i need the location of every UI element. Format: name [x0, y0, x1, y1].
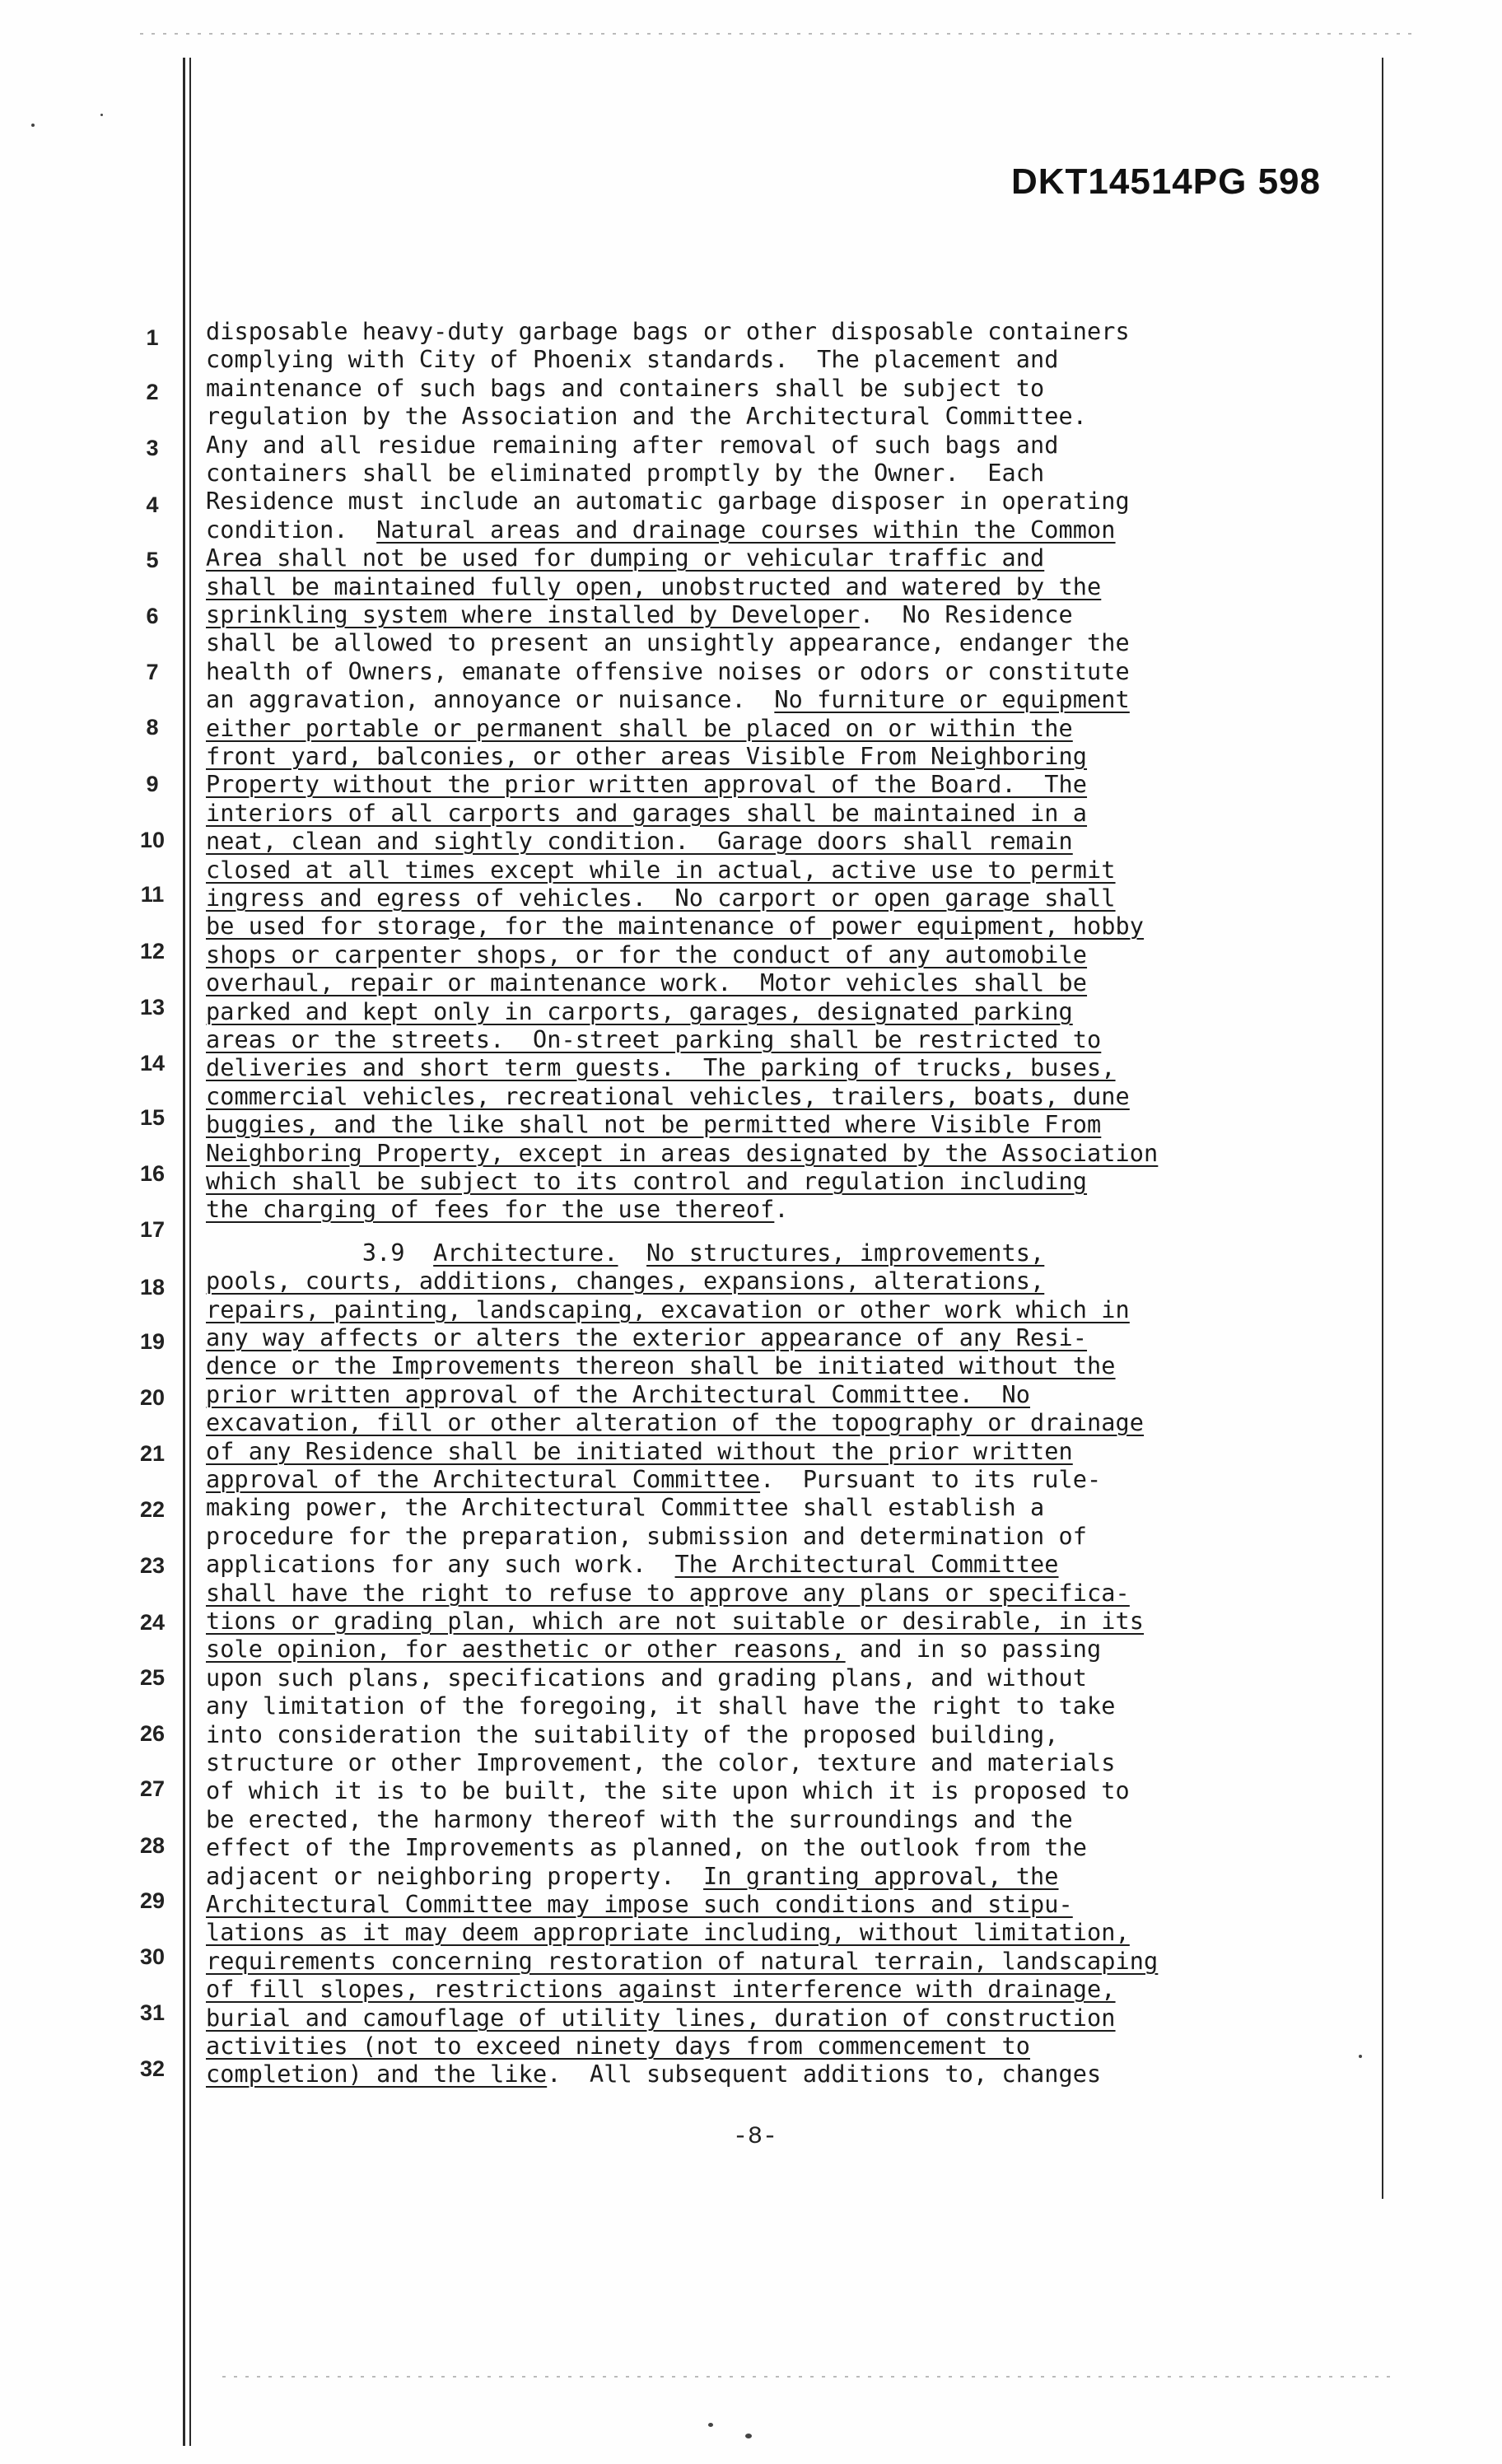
text-line — [206, 432, 1059, 460]
underlined-text: Area shall not be used for dumping or vehicular traffic and — [206, 544, 1045, 572]
text-line — [206, 856, 1116, 884]
line-number: 23 — [139, 1553, 166, 1578]
text-line — [206, 1466, 1101, 1494]
text-segment: procedure for the preparation, submission and determination of — [206, 1523, 1088, 1550]
page-number: -8- — [733, 2123, 778, 2151]
underlined-text: approval of the Architectural Committee — [206, 1466, 761, 1493]
underlined-text: closed at all times except while in actual, active use to permit — [206, 856, 1116, 884]
text-line — [206, 1834, 1087, 1862]
text-line — [206, 573, 1101, 601]
text-line — [206, 1083, 1130, 1111]
underlined-text: of fill slopes, restrictions against interference with drainage, — [206, 1976, 1116, 2003]
text-line — [206, 1494, 1044, 1522]
text-line — [206, 715, 1073, 743]
text-line — [206, 969, 1087, 997]
line-number: 31 — [139, 2000, 166, 2025]
text-line — [206, 1863, 1059, 1891]
underlined-text: which shall be subject to its control and regulation including — [206, 1168, 1088, 1195]
underlined-text: burial and camouflage of utility lines, duration of construction — [206, 2004, 1116, 2032]
line-number: 27 — [139, 1776, 166, 1801]
underlined-text: pools, courts, additions, changes, expansions, alterations, — [206, 1267, 1045, 1295]
text-line — [206, 1749, 1116, 1777]
text-line — [206, 1721, 1059, 1749]
line-number: 8 — [146, 715, 159, 740]
text-segment: be erected, the harmony thereof with the surroundings and the — [206, 1806, 1073, 1833]
text-line — [206, 1551, 1059, 1579]
text-segment: structure or other Improvement, the color, texture and materials — [206, 1749, 1116, 1776]
underlined-text: Architecture. — [433, 1239, 618, 1267]
text-segment: . Pursuant to its rule- — [760, 1466, 1102, 1493]
text-line — [206, 1296, 1130, 1324]
line-number: 24 — [139, 1610, 166, 1635]
scan-speck — [31, 124, 35, 127]
line-number: 17 — [139, 1217, 166, 1242]
underlined-text: Natural areas and drainage courses within the Common — [376, 516, 1116, 544]
text-line — [206, 601, 1073, 629]
text-line — [206, 1919, 1130, 1947]
scan-speck — [745, 2434, 752, 2438]
line-number: 21 — [139, 1441, 166, 1466]
text-line — [206, 1026, 1101, 1054]
text-line — [206, 1111, 1101, 1139]
text-segment: Any and all residue remaining after removal of such bags and — [206, 432, 1059, 459]
line-number: 14 — [139, 1051, 166, 1076]
line-number: 2 — [146, 380, 159, 404]
text-line — [206, 800, 1087, 828]
text-line — [206, 403, 1087, 431]
text-line — [206, 375, 1044, 403]
underlined-text: Neighboring Property, except in areas designated by the Association — [206, 1140, 1159, 1167]
text-line — [206, 1806, 1073, 1834]
underlined-text: dence or the Improvements thereon shall be initiated without the — [206, 1352, 1116, 1379]
text-segment: health of Owners, emanate offensive noises or odors or constitute — [206, 658, 1130, 685]
text-segment: shall be allowed to present an unsightly appearance, endanger the — [206, 629, 1130, 656]
underlined-text: interiors of all carports and garages shall be maintained in a — [206, 800, 1088, 827]
text-line — [206, 1777, 1130, 1805]
text-segment: of which it is to be built, the site upon which it is proposed to — [206, 1777, 1130, 1804]
text-segment: condition. — [206, 516, 377, 544]
text-line — [206, 828, 1073, 856]
text-line — [206, 771, 1087, 799]
underlined-text: overhaul, repair or maintenance work. Motor vehicles shall be — [206, 969, 1088, 996]
underlined-text: completion) and the like — [206, 2060, 548, 2088]
text-line — [206, 1608, 1144, 1636]
text-segment: regulation by the Association and the Architectural Committee. — [206, 403, 1088, 430]
text-line — [206, 2060, 1101, 2088]
underlined-text: In granting approval, the — [703, 1863, 1059, 1890]
text-line — [206, 1196, 789, 1224]
text-line — [206, 544, 1044, 572]
line-number: 10 — [139, 828, 166, 852]
underlined-text: Property without the prior written approval of the Board. The — [206, 771, 1088, 798]
text-line — [206, 1381, 1030, 1409]
scan-speck — [708, 2423, 713, 2427]
text-segment: upon such plans, specifications and grading plans, and without — [206, 1664, 1088, 1692]
text-line — [206, 2032, 1030, 2060]
text-line — [206, 658, 1130, 686]
text-line — [206, 1438, 1073, 1466]
underlined-text: No furniture or equipment — [774, 686, 1130, 713]
line-number: 30 — [139, 1944, 166, 1969]
line-number: 20 — [139, 1385, 166, 1410]
underlined-text: any way affects or alters the exterior appearance of any Resi- — [206, 1324, 1088, 1351]
scan-speck — [1359, 2055, 1362, 2058]
scan-speck — [100, 114, 103, 116]
text-line — [206, 460, 1044, 488]
text-segment: into consideration the suitability of the proposed building, — [206, 1721, 1059, 1748]
underlined-text: Architectural Committee may impose such conditions and stipu- — [206, 1891, 1073, 1918]
line-number: 13 — [139, 995, 166, 1020]
text-line — [206, 1948, 1158, 1976]
text-line — [206, 1140, 1158, 1168]
text-segment: . — [774, 1196, 789, 1223]
underlined-text: parked and kept only in carports, garages, designated parking — [206, 998, 1073, 1025]
line-number: 4 — [146, 492, 159, 517]
text-line — [206, 1267, 1044, 1295]
underlined-text: sprinkling system where installed by Developer — [206, 601, 860, 628]
underlined-text: shall be maintained fully open, unobstructed and watered by the — [206, 573, 1102, 600]
text-segment: making power, the Architectural Committee shall establish a — [206, 1494, 1045, 1521]
text-segment: an aggravation, annoyance or nuisance. — [206, 686, 775, 713]
text-segment — [618, 1239, 647, 1267]
text-segment: Residence must include an automatic garbage disposer in operating — [206, 488, 1130, 515]
text-segment: 3.9 — [206, 1239, 434, 1267]
underlined-text: either portable or permanent shall be placed on or within the — [206, 715, 1073, 742]
line-number: 29 — [139, 1888, 166, 1913]
line-number: 1 — [146, 325, 159, 350]
text-segment: containers shall be eliminated promptly by the Owner. Each — [206, 460, 1045, 487]
line-number: 15 — [139, 1105, 166, 1130]
text-line — [206, 1580, 1130, 1608]
line-number: 18 — [139, 1275, 166, 1300]
text-line — [206, 2004, 1116, 2032]
underlined-text: ingress and egress of vehicles. No carport or open garage shall — [206, 884, 1116, 912]
underlined-text: lations as it may deem appropriate including, without limitation, — [206, 1919, 1130, 1946]
text-segment: complying with City of Phoenix standards. The placement and — [206, 346, 1059, 373]
text-line — [206, 912, 1144, 940]
line-number: 26 — [139, 1721, 166, 1746]
line-number: 6 — [146, 604, 159, 628]
text-segment: . All subsequent additions to, changes — [547, 2060, 1102, 2088]
underlined-text: be used for storage, for the maintenance of power equipment, hobby — [206, 912, 1145, 940]
underlined-text: prior written approval of the Architectural Committee. No — [206, 1381, 1030, 1408]
line-number: 9 — [146, 772, 159, 796]
line-number: 12 — [139, 939, 166, 964]
underlined-text: requirements concerning restoration of natural terrain, landscaping — [206, 1948, 1159, 1975]
text-line — [206, 941, 1087, 969]
underlined-text: neat, clean and sightly condition. Garage doors shall remain — [206, 828, 1073, 855]
underlined-text: activities (not to exceed ninety days from commencement to — [206, 2032, 1030, 2060]
line-number: 25 — [139, 1665, 166, 1690]
underlined-text: front yard, balconies, or other areas Visible From Neighboring — [206, 743, 1088, 770]
underlined-text: The Architectural Committee — [674, 1551, 1059, 1578]
line-number: 32 — [139, 2056, 166, 2081]
scan-artifact-bottom — [222, 2376, 1392, 2378]
line-number: 16 — [139, 1161, 166, 1186]
text-segment: applications for any such work. — [206, 1551, 675, 1578]
line-number: 11 — [140, 882, 165, 907]
text-line — [206, 346, 1059, 374]
text-line — [206, 1054, 1116, 1082]
text-segment: any limitation of the foregoing, it shall have the right to take — [206, 1692, 1116, 1720]
underlined-text: No structures, improvements, — [646, 1239, 1045, 1267]
underlined-text: repairs, painting, landscaping, excavation or other work which in — [206, 1296, 1130, 1323]
text-line — [206, 884, 1116, 912]
left-margin-rule — [183, 58, 185, 2446]
text-line — [206, 743, 1087, 771]
underlined-text: excavation, fill or other alteration of the topography or drainage — [206, 1409, 1145, 1436]
text-segment: maintenance of such bags and containers shall be subject to — [206, 375, 1045, 402]
scan-artifact-top — [140, 33, 1416, 35]
text-line — [206, 998, 1073, 1026]
line-number: 3 — [146, 436, 159, 460]
text-line — [206, 629, 1130, 657]
underlined-text: commercial vehicles, recreational vehicles, trailers, boats, dune — [206, 1083, 1130, 1110]
underlined-text: shall have the right to refuse to approve any plans or specifica- — [206, 1580, 1130, 1607]
text-segment: disposable heavy-duty garbage bags or other disposable containers — [206, 318, 1130, 345]
text-line — [206, 1976, 1116, 2004]
underlined-text: sole opinion, for aesthetic or other reasons, — [206, 1636, 846, 1663]
text-line — [206, 488, 1130, 516]
text-line — [206, 1891, 1073, 1919]
text-line — [206, 516, 1116, 544]
text-line — [206, 1324, 1087, 1352]
line-number: 28 — [139, 1833, 166, 1858]
text-segment: adjacent or neighboring property. — [206, 1863, 704, 1890]
line-number: 19 — [139, 1329, 166, 1354]
line-number: 5 — [146, 548, 159, 572]
underlined-text: areas or the streets. On-street parking shall be restricted to — [206, 1026, 1102, 1053]
text-line — [206, 1664, 1087, 1692]
text-line — [206, 1523, 1087, 1551]
text-line — [206, 686, 1130, 714]
underlined-text: of any Residence shall be initiated without the prior written — [206, 1438, 1073, 1465]
text-line — [206, 318, 1130, 346]
text-line — [206, 1692, 1116, 1720]
underlined-text: buggies, and the like shall not be permitted where Visible From — [206, 1111, 1102, 1138]
underlined-text: deliveries and short term guests. The parking of trucks, buses, — [206, 1054, 1116, 1081]
underlined-text: the charging of fees for the use thereof — [206, 1196, 775, 1223]
text-line — [206, 1168, 1087, 1196]
docket-page-reference: DKT14514PG 598 — [1011, 161, 1321, 202]
text-segment: and in so passing — [845, 1636, 1102, 1663]
right-margin-rule — [1382, 58, 1383, 2199]
text-segment: effect of the Improvements as planned, on the outlook from the — [206, 1834, 1088, 1861]
text-segment: . No Residence — [859, 601, 1073, 628]
underlined-text: shops or carpenter shops, or for the conduct of any automobile — [206, 941, 1088, 968]
text-line — [206, 1352, 1116, 1380]
left-margin-rule-inner — [189, 58, 191, 2446]
underlined-text: tions or grading plan, which are not suitable or desirable, in its — [206, 1608, 1145, 1635]
line-number: 7 — [146, 660, 159, 684]
line-number: 22 — [139, 1497, 166, 1522]
text-line — [206, 1636, 1101, 1664]
text-line — [206, 1239, 1044, 1267]
text-line — [206, 1409, 1144, 1437]
